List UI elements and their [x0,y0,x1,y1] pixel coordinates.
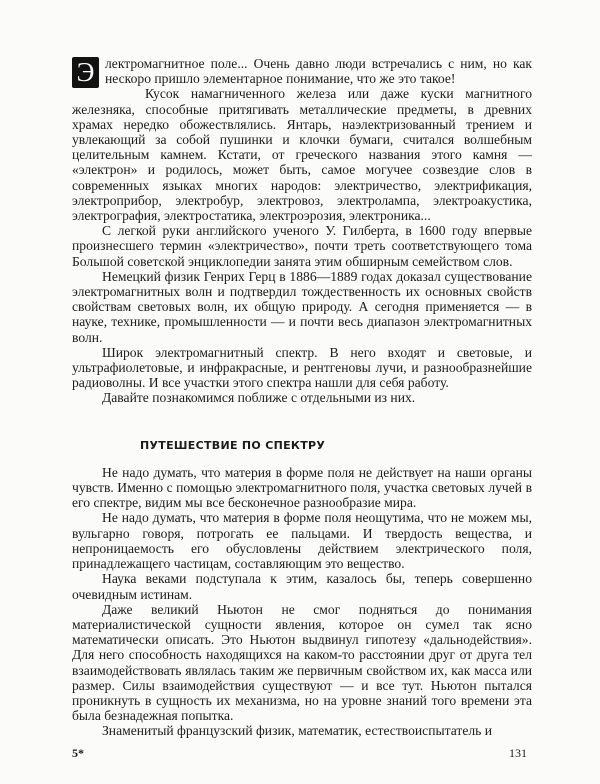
paragraph: Не надо думать, что материя в форме поля неощутима, что не можем мы, вульгарно говоря, потрогать ее пальцами. И твердость вещества, и непроницаемость его обусловлены действием электрического поля, принадлежащего частицам, составляющим это вещество. [72,510,532,572]
signature-mark: 5* [72,746,84,760]
paragraph: Немецкий физик Генрих Герц в 1886—1889 годах доказал существование электромагнитных волн и подтвердил тождественность их основных свойств свойствам световых волн, их общую природу. А сегодня применяется — в науке, технике, промышленности — и почти весь диапазон электромагнитных волн. [72,268,532,345]
paragraph: Не надо думать, что материя в форме поля не действует на наши органы чувств. Именно с помощью электромагнитного поля, участка световых лучей в его спектре, видим мы все бесконечное разнообразие мира. [72,464,532,511]
paragraph: Знаменитый французский физик, математик, естествоиспытатель и [102,723,493,739]
paragraph: Кусок намагниченного железа или даже куски магнитного железняка, способные притягивать металлические предметы, в древних храмах нередко обожествлялись. Янтарь, наэлектризованный трением и увлекающий за собой пушинки и клочки бумаги, считался волшебным целительным камнем. Кстати, от греческого названия этого камня — «электрон» и родилось, может быть, самое могучее созвездие слов в современных языках многих народов: электричество, электрификация, электроприбор, электробур, электровоз, электролампа, электроакустика, электрография, электростатика, электроэрозия, электроника... [72,86,532,224]
drop-cap: Э [72,57,99,88]
paragraph: С легкой руки английского ученого У. Гилберта, в 1600 году впервые произнесшего термин «электричество», почти треть соответствующего тома Большой советской энциклопедии занята этим обширным семейством слов. [72,223,532,269]
paragraph: Широк электромагнитный спектр. В него входят и световые, и ультрафиолетовые, и инфракрасные, и рентгеновы лучи, и разнообразнейшие радиоволны. И все участки этого спектра нашли для себя работу. [72,344,532,391]
paragraph: Даже великий Ньютон не смог подняться до понимания материалистической сущности явления, которое он сумел так ясно математически описать. Это Ньютон выдвинул гипотезу «дальнодействия». Для него способность находящихся на каком-то расстоянии друг от друга тел взаимодействовать являлась таким же первичным свойством их, как масса или размер. Силы взаимодействия существуют — и все тут. Ньютон пытался проникнуть в сущность их механизма, но на уровне знаний того времени эта была безнадежная попытка. [72,601,532,724]
page-number: 131 [509,746,527,760]
paragraph-intro [72,56,532,86]
paragraph: Давайте познакомимся поближе с отдельными из них. [102,390,416,406]
paragraph-text: лектромагнитное поле... Очень давно люди встречались с ним, но как нескоро пришло элементарное понимание, что же это такое! [105,56,532,87]
section-heading: ПУТЕШЕСТВИЕ ПО СПЕКТРУ [140,438,326,452]
body-text [72,56,532,739]
paragraph: Наука веками подступала к этим, казалось бы, теперь совершенно очевидным истинам. [72,571,532,602]
